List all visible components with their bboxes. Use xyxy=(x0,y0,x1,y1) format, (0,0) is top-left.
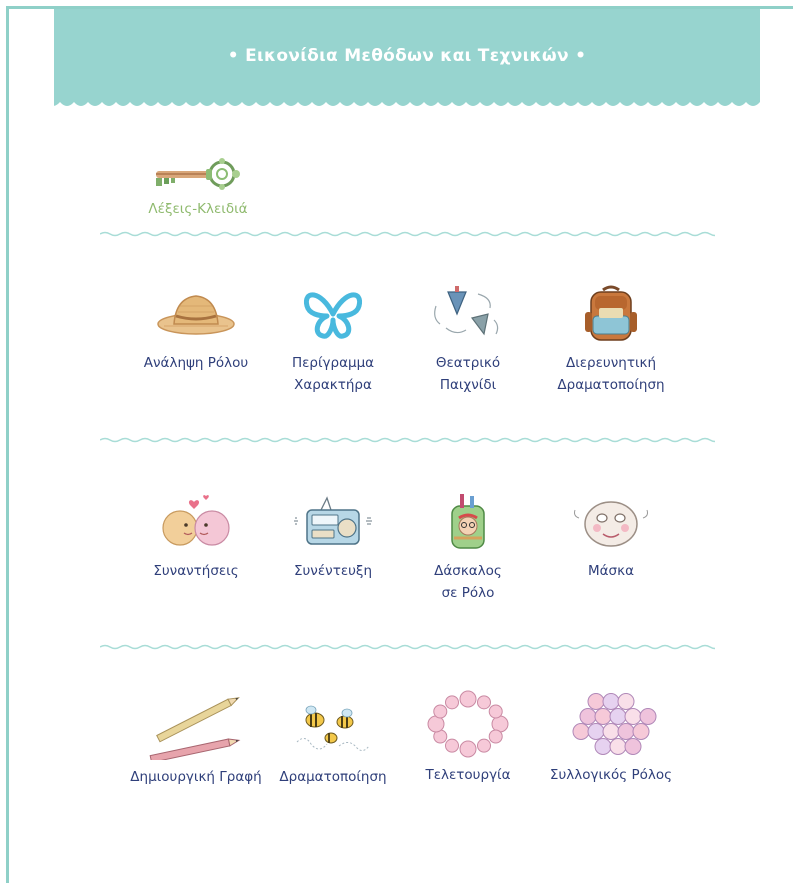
method-item xyxy=(258,492,408,582)
keywords-item xyxy=(123,158,273,220)
straw-hat-icon xyxy=(154,284,238,344)
group-faces-icon xyxy=(563,688,659,760)
backpack-icon xyxy=(569,284,653,344)
cluster-face xyxy=(603,724,619,740)
method-label: Θεατρικό xyxy=(435,355,501,371)
section-divider xyxy=(100,436,715,444)
ring-face xyxy=(478,696,491,709)
method-label: Δημιουργική Γραφή xyxy=(130,769,262,785)
method-item xyxy=(536,688,686,786)
method-label: Τελετουργία xyxy=(425,767,511,783)
method-label: Συναντήσεις xyxy=(153,563,239,579)
method-label: Μάσκα xyxy=(588,563,634,579)
teacher-figure-icon xyxy=(426,492,510,552)
page-frame-left xyxy=(6,6,9,883)
meeting-faces-icon xyxy=(154,492,238,552)
pencils-icon xyxy=(146,690,246,760)
method-item xyxy=(121,492,271,582)
ring-face xyxy=(434,705,447,718)
method-item xyxy=(536,492,686,582)
butterfly-outline-icon xyxy=(291,284,375,344)
method-item xyxy=(258,698,408,788)
method-label-line2: Παιχνίδι xyxy=(439,377,497,393)
ring-face xyxy=(478,739,491,752)
cluster-face xyxy=(595,709,611,725)
header-banner xyxy=(54,9,760,102)
ring-face xyxy=(460,741,476,757)
key-icon xyxy=(150,158,246,190)
method-item xyxy=(121,690,271,788)
keywords-label: Λέξεις-Κλειδιά xyxy=(148,201,248,217)
cluster-face xyxy=(610,709,626,725)
method-label-line2: σε Ρόλο xyxy=(441,585,495,601)
method-label: Ανάληψη Ρόλου xyxy=(143,355,249,371)
circle-of-faces-icon xyxy=(420,688,516,760)
ring-face xyxy=(492,716,508,732)
ring-face xyxy=(489,730,502,743)
method-item xyxy=(258,284,408,396)
method-label: Συλλογικός Ρόλος xyxy=(549,767,673,783)
bees-icon xyxy=(291,698,375,760)
mask-icon xyxy=(569,492,653,552)
page-title: • Εικονίδια Μεθόδων και Τεχνικών • xyxy=(227,45,587,66)
cluster-face xyxy=(595,739,611,755)
method-item xyxy=(393,284,543,396)
cluster-face xyxy=(618,724,634,740)
method-label: Δάσκαλος xyxy=(434,563,502,579)
cluster-face xyxy=(625,739,641,755)
method-item xyxy=(121,284,271,374)
section-divider xyxy=(100,643,715,651)
method-item xyxy=(393,492,543,604)
ring-face xyxy=(446,696,459,709)
cluster-face xyxy=(588,694,604,710)
cluster-face xyxy=(633,724,649,740)
ring-face xyxy=(446,739,459,752)
method-label: Περίγραμμα xyxy=(291,355,375,371)
method-label: Διερευνητική xyxy=(565,355,657,371)
method-label: Δραματοποίηση xyxy=(279,769,387,785)
cluster-face xyxy=(580,709,596,725)
spinning-tops-icon xyxy=(426,284,510,344)
cluster-face xyxy=(603,694,619,710)
method-item xyxy=(536,284,686,396)
method-label-line2: Δραματοποίηση xyxy=(557,377,665,393)
cluster-face xyxy=(625,709,641,725)
method-label-line2: Χαρακτήρα xyxy=(294,377,372,393)
cluster-face xyxy=(588,724,604,740)
ring-face xyxy=(489,705,502,718)
ring-face xyxy=(460,691,476,707)
cluster-face xyxy=(573,724,589,740)
method-label: Συνέντευξη xyxy=(293,563,373,579)
header-wave-border xyxy=(54,96,760,110)
ring-face xyxy=(428,716,444,732)
radio-icon xyxy=(291,492,375,552)
cluster-face xyxy=(640,709,656,725)
cluster-face xyxy=(618,694,634,710)
method-item xyxy=(393,688,543,786)
section-divider xyxy=(100,230,715,238)
cluster-face xyxy=(610,739,626,755)
